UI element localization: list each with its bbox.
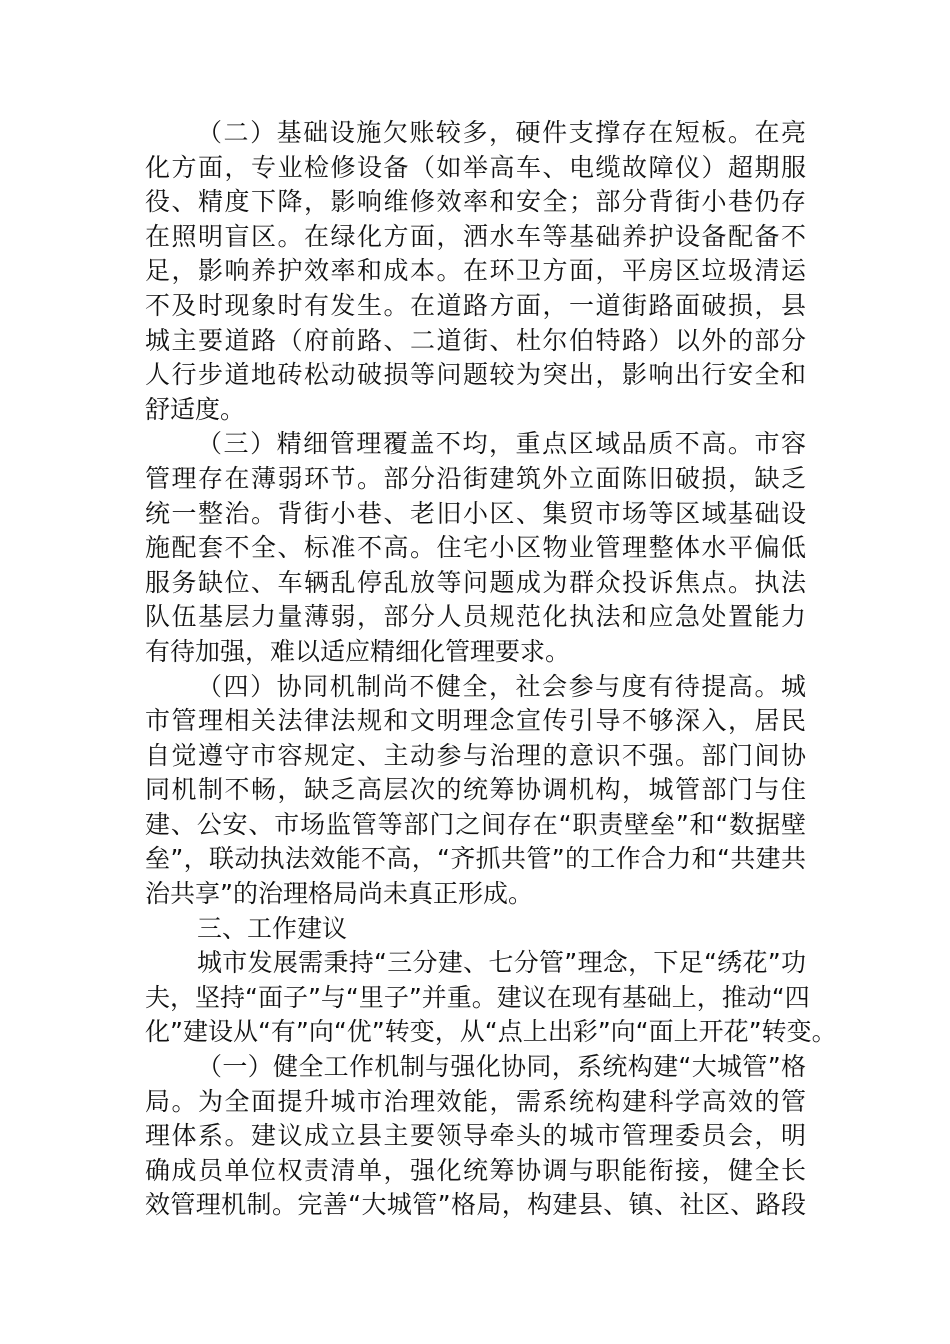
text-line: 服务缺位、车辆乱停乱放等问题成为群众投诉焦点。执法 xyxy=(145,567,806,597)
text-line: 足，影响养护效率和成本。在环卫方面，平房区垃圾清运 xyxy=(145,256,806,286)
text-line: 城主要道路（府前路、二道街、杜尔伯特路）以外的部分 xyxy=(145,325,806,355)
para-fine-management xyxy=(145,427,806,669)
text-line: 人行步道地砖松动破损等问题较为突出，影响出行安全和 xyxy=(145,360,806,390)
text-line: 化”建设从“有”向“优”转变，从“点上出彩”向“面上开花”转变。 xyxy=(145,1017,837,1047)
text-line: 治共享”的治理格局尚未真正形成。 xyxy=(145,879,533,909)
text-line: 三、工作建议 xyxy=(197,913,348,943)
text-line: （三）精细管理覆盖不均，重点区域品质不高。市容 xyxy=(197,429,806,459)
para-mechanism xyxy=(145,1050,806,1223)
text-line: 役、精度下降，影响维修效率和安全；部分背街小巷仍存 xyxy=(145,187,806,217)
text-line: 管理存在薄弱环节。部分沿街建筑外立面陈旧破损，缺乏 xyxy=(145,463,806,493)
text-line: 效管理机制。完善“大城管”格局，构建县、镇、社区、路段 xyxy=(145,1190,806,1220)
text-line: 局。为全面提升城市治理效能，需系统构建科学高效的管 xyxy=(145,1086,806,1116)
text-line: （二）基础设施欠账较多，硬件支撑存在短板。在亮 xyxy=(197,118,806,147)
text-line: （一）健全工作机制与强化协同，系统构建“大城管”格 xyxy=(197,1052,806,1082)
text-line: 化方面，专业检修设备（如举高车、电缆故障仪）超期服 xyxy=(145,152,806,182)
para-suggestion-intro xyxy=(145,946,837,1050)
text-line: 夫，坚持“面子”与“里子”并重。建议在现有基础上，推动“四 xyxy=(145,982,810,1012)
text-line: 队伍基层力量薄弱，部分人员规范化执法和应急处置能力 xyxy=(145,602,806,632)
text-line: 舒适度。 xyxy=(145,394,246,424)
para-coordination xyxy=(145,670,806,912)
text-line: 理体系。建议成立县主要领导牵头的城市管理委员会，明 xyxy=(145,1121,806,1151)
text-line: 不及时现象时有发生。在道路方面，一道街路面破损，县 xyxy=(145,290,806,320)
section-heading-work-suggestions xyxy=(145,912,806,947)
document-page xyxy=(145,116,837,1223)
text-line: 确成员单位权责清单，强化统筹协调与职能衔接，健全长 xyxy=(145,1155,806,1185)
text-line: 统一整治。背街小巷、老旧小区、集贸市场等区域基础设 xyxy=(145,498,806,528)
text-line: 城市发展需秉持“三分建、七分管”理念，下足“绣花”功 xyxy=(197,948,806,978)
text-line: 同机制不畅，缺乏高层次的统筹协调机构，城管部门与住 xyxy=(145,775,806,805)
text-line: 有待加强，难以适应精细化管理要求。 xyxy=(145,636,571,666)
text-line: 自觉遵守市容规定、主动参与治理的意识不强。部门间协 xyxy=(145,740,806,770)
text-line: 在照明盲区。在绿化方面，洒水车等基础养护设备配备不 xyxy=(145,221,806,251)
text-line: 垒”，联动执法效能不高，“齐抓共管”的工作合力和“共建共 xyxy=(145,844,806,874)
text-line: （四）协同机制尚不健全，社会参与度有待提高。城 xyxy=(197,671,806,701)
text-line: 市管理相关法律法规和文明理念宣传引导不够深入，居民 xyxy=(145,706,806,736)
text-line: 施配套不全、标准不高。住宅小区物业管理整体水平偏低 xyxy=(145,533,806,563)
para-infrastructure xyxy=(145,116,806,427)
text-line: 建、公安、市场监管等部门之间存在“职责壁垒”和“数据壁 xyxy=(145,809,806,839)
